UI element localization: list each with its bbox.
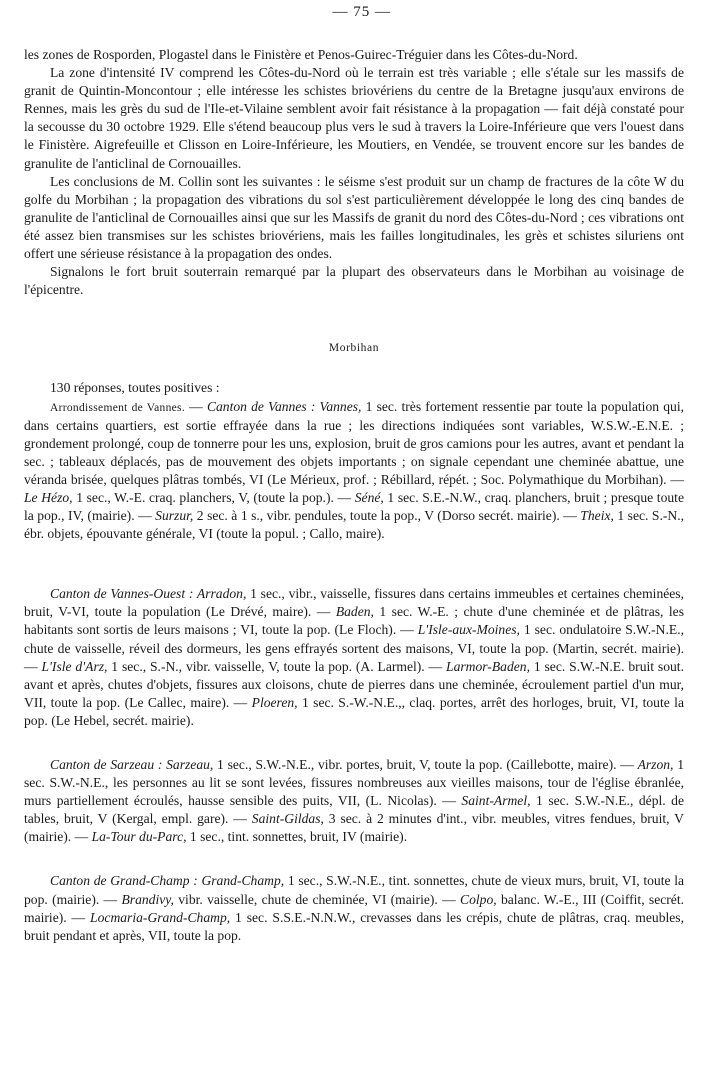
commune-name: Theix, [580,508,614,524]
canton-sarzeau-paragraph: Canton de Sarzeau : Sarzeau, 1 sec., S.W.-N.E., vibr. portes, bruit, V, toute la pop. (Caillebotte, maire). — Arzon, 1 sec. S.W.-N.E., les personnes au lit se sont levées, fissures nombreuses aux vieilles maisons, tour de l'église ébranlée, murs partiellement écroulés, hausse sensible des puits, VII, (L. Nicolas). — Saint-Armel, 1 sec. S.W.-N.E., dépl. de tables, bruit, V (Kergal, empl. gare). — Saint-Gildas, 3 sec. à 2 minutes d'int., vibr. meubles, vitres fendues, bruit, V (mairie). — La-Tour du-Parc, 1 sec., tint. sonnettes, bruit, IV (mairie). [24,757,684,845]
commune-name: L'Isle-aux-Moines, [417,622,520,638]
commune-name: Larmor-Baden, [446,658,530,674]
canton-name: Canton de Grand-Champ : Grand-Champ, [50,873,285,889]
commune-name: L'Isle d'Arz, [41,658,108,674]
responses-count: 130 réponses, toutes positives : [50,380,220,396]
commune-name: Colpo, [460,891,497,907]
section-title: Morbihan [328,342,380,355]
commune-name: La-Tour du-Parc, [91,829,187,845]
canton-grand-champ-paragraph: Canton de Grand-Champ : Grand-Champ, 1 sec., S.W.-N.E., tint. sonnettes, chute de vieux murs, bruit, VI, toute la pop. (mairie). — Brandivy, vibr. vaisselle, chute de cheminée, VI (mairie). — Colpo, balanc. W.-E., III (Coiffit, secrét. mairie). — Locmaria-Grand-Champ, 1 sec. S.S.E.-N.N.W., crevasses dans les crépis, chute de plâtras, craq. meubles, bruit pendant et après, VII, toute la pop. [24,873,685,943]
intro-paragraph: les zones de Rosporden, Plogastel dans le Finistère et Penos-Guirec-Tréguier dans les Côtes-du-Nord. [24,47,578,62]
commune-name: Surzur, [155,508,194,524]
commune-name: Locmaria-Grand-Champ, [90,909,231,925]
commune-name: Le Hézo, [24,489,73,505]
commune-name: Séné, [354,489,384,505]
intro-paragraph: Les conclusions de M. Collin sont les suivantes : le séisme s'est produit sur un champ de fractures de la côte W du golfe du Morbihan ; la propagation des vibrations du sol s'est particulièrement développée le long des cinq bandes de granulite de l'anticlinal de Cornouailles ainsi que sur les Massifs de granit du nord des Côtes-du-Nord ; ces vibrations ont été assez bien transmises sur les schistes briovériens, mais les failles longitudinales, les grès et schistes siluriens ont offert une sérieuse résistance à la propagation des ondes. [24,173,684,262]
commune-name: Baden, [335,604,374,620]
commune-name: Saint-Gildas, [251,811,324,827]
commune-name: Brandivy, [121,891,174,907]
canton-name: Canton de Vannes : Vannes, [206,398,362,414]
intro-paragraph: La zone d'intensité IV comprend les Côtes-du-Nord où le terrain est très variable ; elle s'étale sur les massifs de granit de Quintin-Moncontour ; elle intéresse les schistes briovériens du centre de la Bretagne jusqu'aux environs de Rennes, mais les grès du sud de l'Ile-et-Vilaine semblent avoir fait résistance à la propagation — fait déjà constaté pour la secousse du 30 octobre 1929. Elle s'étend beaucoup plus vers le sud à travers la Loire-Inférieure que vers l'ouest dans le Finistère. Aigrefeuille et Clisson en Loire-Inférieure, les Moutiers, en Vendée, se trouvent encore sur les bandes de granulite de l'anticlinal de Cornouailles. [24,65,684,171]
canton-vannes-paragraph: Arrondissement de Vannes. — Canton de Vannes : Vannes, 1 sec. très fortement ressentie par toute la population qui, dans certains quartiers, est sortie effrayée dans la rue ; les directions indiquées sont variables, W.S.W.-E.N.E. ; grondement prolongé, coup de tonnerre pour les uns, explosion, bruit de gros camions pour les autres, avant et pendant la sec. ; tableaux déplacés, pas de mouvement des objets importants ; on signale cependant une cheminée abattue, une véranda brisée, quelques plâtras tombés, VI (Le Mérieux, prof. ; Rébillard, répét. ; Soc. Polymathique du Morbihan). — Le Hézo, 1 sec., W.-E. craq. planchers, V, (toute la pop.). — Séné, 1 sec. S.E.-N.W., craq. planchers, bruit ; presque toute la pop., IV, (mairie). — Surzur, 2 sec. à 1 s., vibr. pendules, toute la pop., V (Dorso secrét. mairie). — Theix, 1 sec. S.-N., ébr. objets, épouvante générale, VI (toute la popul. ; Callo, maire). [24,398,684,542]
page-number: — 75 — [332,4,391,20]
document-body [24,46,684,945]
canton-vannes-ouest-paragraph: Canton de Vannes-Ouest : Arradon, 1 sec., vibr., vaisselle, fissures dans certains immeubles et certaines cheminées, bruit, V-VI, toute la population (Le Drévé, maire). — Baden, 1 sec. W.-E. ; chute d'une cheminée et de plâtras, les habitants sont sortis de leurs maisons ; VI, toute la pop. (Le Floch). — L'Isle-aux-Moines, 1 sec. ondulatoire S.W.-N.E., chute de vaisselle, réveil des dormeurs, les gens effrayés sortent des maisons, VI, toute la pop. (Martin, secrét. mairie). — L'Isle d'Arz, 1 sec., S.-N., vibr. vaisselle, V, toute la pop. (A. Larmel). — Larmor-Baden, 1 sec. S.W.-N.E. bruit sout. avant et après, chutes d'objets, fissures aux cloisons, chute de pierres dans une cheminée, écroulement partiel d'un mur, VII, toute la pop. (Le Callec, maire). — Ploeren, 1 sec. S.-W.-N.E.,, claq. portes, arrêt des horloges, bruit, VI, toute la pop. (Le Hebel, secrét. mairie). [24,586,684,728]
canton-name: Canton de Vannes-Ouest : Arradon, [50,586,247,602]
commune-name: Arzon, [637,757,674,772]
canton-name: Canton de Sarzeau : Sarzeau, [50,757,214,772]
commune-name: Ploeren, [251,694,298,710]
commune-name: Saint-Armel, [461,793,531,809]
intro-paragraph: Signalons le fort bruit souterrain remarqué par la plupart des observateurs dans le Morbihan au voisinage de l'épicentre. [24,264,684,298]
arrondissement-label: Arrondissement de Vannes. [50,401,185,414]
